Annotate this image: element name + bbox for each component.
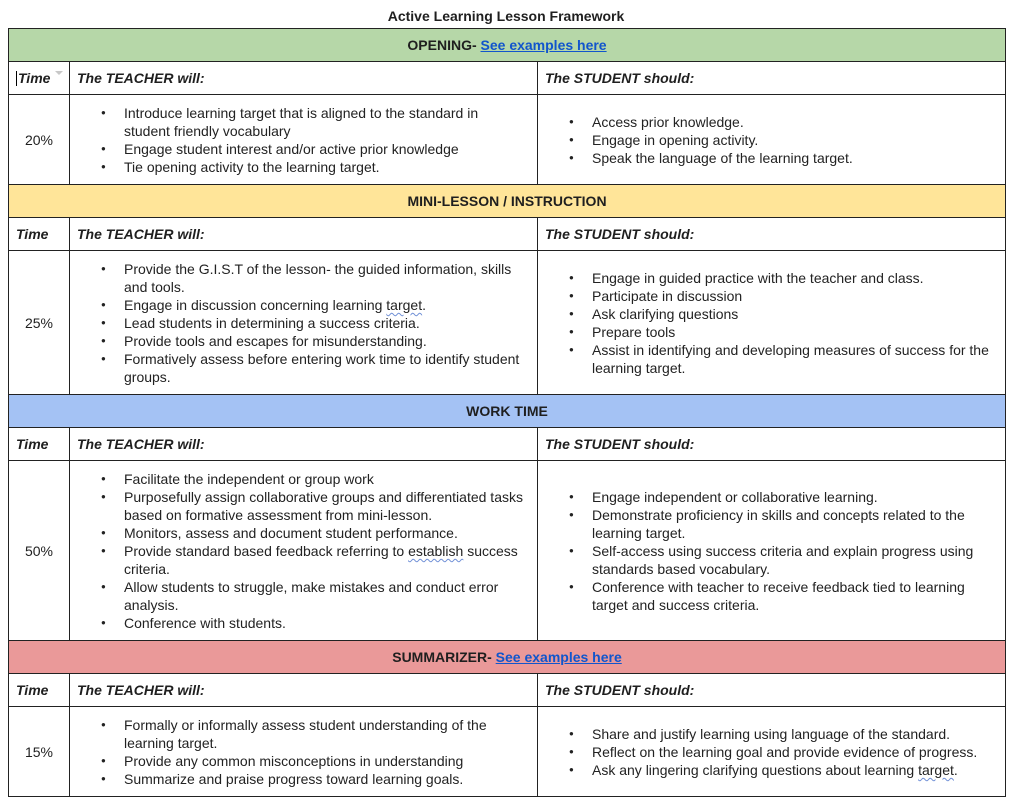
teacher-item: ● Conference with students.	[124, 614, 527, 632]
teacher-item: ● Purposefully assign collaborative groups and differentiated tasks based on formative assessment from mini-lesson.	[124, 488, 527, 524]
content-row-work-time	[9, 461, 1006, 641]
teacher-header-label: The TEACHER will:	[77, 682, 205, 698]
time-header-cell	[9, 218, 70, 251]
teacher-header-label: The TEACHER will:	[77, 226, 205, 242]
column-header-row	[9, 62, 1006, 95]
time-header-label: Time	[18, 69, 51, 86]
spellcheck-underline: target	[918, 762, 954, 778]
section-header-opening	[9, 29, 1006, 62]
teacher-item: ● Provide standard based feedback referring to establish success criteria.	[124, 542, 527, 578]
teacher-list-mini-lesson	[70, 251, 537, 394]
teacher-header-cell	[70, 428, 538, 461]
student-item: ● Conference with teacher to receive feedback tied to learning target and success criteria.	[592, 578, 995, 614]
student-item: ● Self-access using success criteria and explain progress using standards based vocabulary.	[592, 542, 995, 578]
student-header-label: The STUDENT should:	[545, 70, 695, 86]
student-list-work-time	[538, 479, 1005, 622]
teacher-item: ● Summarize and praise progress toward learning goals.	[124, 770, 527, 788]
student-header-label: The STUDENT should:	[545, 436, 695, 452]
document-title: Active Learning Lesson Framework	[387, 8, 625, 24]
section-title-work-time: WORK TIME	[466, 403, 548, 419]
teacher-cell-opening	[70, 95, 538, 185]
time-header-cell	[9, 428, 70, 461]
teacher-cell-summarizer	[70, 707, 538, 797]
teacher-item: ● Engage student interest and/or active prior knowledge	[124, 140, 527, 158]
student-item: ● Ask any lingering clarifying questions about learning target.	[592, 761, 995, 779]
teacher-item: ● Engage in discussion concerning learning target.	[124, 296, 527, 314]
time-value-mini-lesson: 25%	[9, 251, 70, 395]
content-row-summarizer	[9, 707, 1006, 797]
student-item: ● Share and justify learning using language of the standard.	[592, 725, 995, 743]
teacher-item: ● Provide tools and escapes for misunderstanding.	[124, 332, 527, 350]
column-header-row	[9, 218, 1006, 251]
section-title-mini-lesson: MINI-LESSON / INSTRUCTION	[407, 193, 607, 209]
student-item: ● Participate in discussion	[592, 287, 995, 305]
teacher-item: ● Allow students to struggle, make mistakes and conduct error analysis.	[124, 578, 527, 614]
time-value-summarizer: 15%	[9, 707, 70, 797]
teacher-cell-work-time	[70, 461, 538, 641]
teacher-header-cell	[70, 218, 538, 251]
column-header-row	[9, 428, 1006, 461]
student-item: ● Assist in identifying and developing measures of success for the learning target.	[592, 341, 995, 377]
filter-dropdown-icon[interactable]	[54, 68, 64, 78]
time-value-opening: 20%	[9, 95, 70, 185]
student-item: ● Demonstrate proficiency in skills and concepts related to the learning target.	[592, 506, 995, 542]
section-header-mini-lesson	[9, 185, 1006, 218]
teacher-item: ● Tie opening activity to the learning target.	[124, 158, 527, 176]
teacher-list-summarizer	[70, 707, 537, 796]
teacher-item: ● Provide the G.I.S.T of the lesson- the guided information, skills and tools.	[124, 260, 527, 296]
student-item: ● Engage in guided practice with the teacher and class.	[592, 269, 995, 287]
student-item: ● Reflect on the learning goal and provide evidence of progress.	[592, 743, 995, 761]
spellcheck-underline: establish	[408, 543, 464, 559]
student-header-cell	[538, 218, 1006, 251]
student-header-cell	[538, 428, 1006, 461]
section-title-opening: OPENING-	[407, 37, 477, 53]
time-header-label: Time	[16, 226, 49, 242]
student-item: ● Prepare tools	[592, 323, 995, 341]
time-header-cell	[9, 674, 70, 707]
teacher-item: ● Introduce learning target that is aligned to the standard in student friendly vocabulary	[124, 104, 527, 140]
opening-examples-link[interactable]: See examples here	[480, 37, 607, 53]
teacher-header-cell	[70, 674, 538, 707]
student-item: ● Engage in opening activity.	[592, 131, 995, 149]
student-list-opening	[538, 104, 1005, 175]
student-cell-mini-lesson	[538, 251, 1006, 395]
teacher-item: ● Provide any common misconceptions in understanding	[124, 752, 527, 770]
spellcheck-underline: target	[386, 297, 423, 313]
teacher-item: ● Facilitate the independent or group work	[124, 470, 527, 488]
student-header-cell	[538, 62, 1006, 95]
teacher-cell-mini-lesson	[70, 251, 538, 395]
text-cursor	[16, 71, 17, 86]
teacher-item: ● Formally or informally assess student understanding of the learning target.	[124, 716, 527, 752]
student-cell-summarizer	[538, 707, 1006, 797]
content-row-opening	[9, 95, 1006, 185]
teacher-header-label: The TEACHER will:	[77, 436, 205, 452]
student-header-cell	[538, 674, 1006, 707]
section-row-work-time	[9, 395, 1006, 428]
student-list-mini-lesson	[538, 260, 1005, 385]
teacher-header-cell	[70, 62, 538, 95]
section-row-summarizer	[9, 641, 1006, 674]
time-header-cell[interactable]	[9, 62, 70, 95]
time-header-label: Time	[16, 682, 49, 698]
section-row-opening	[9, 29, 1006, 62]
student-item: ● Access prior knowledge.	[592, 113, 995, 131]
student-header-label: The STUDENT should:	[545, 226, 695, 242]
teacher-item: ● Lead students in determining a success criteria.	[124, 314, 527, 332]
teacher-list-work-time	[70, 461, 537, 640]
section-header-work-time	[9, 395, 1006, 428]
student-item: ● Speak the language of the learning target.	[592, 149, 995, 167]
section-header-summarizer	[9, 641, 1006, 674]
teacher-item: ● Formatively assess before entering work time to identify student groups.	[124, 350, 527, 386]
student-item: ● Engage independent or collaborative learning.	[592, 488, 995, 506]
student-item: ● Ask clarifying questions	[592, 305, 995, 323]
section-title-summarizer: SUMMARIZER-	[392, 649, 492, 665]
time-header-label: Time	[16, 436, 49, 452]
content-row-mini-lesson	[9, 251, 1006, 395]
student-list-summarizer	[538, 716, 1005, 787]
student-cell-opening	[538, 95, 1006, 185]
student-header-label: The STUDENT should:	[545, 682, 695, 698]
teacher-item: ● Monitors, assess and document student performance.	[124, 524, 527, 542]
column-header-row	[9, 674, 1006, 707]
time-value-work-time: 50%	[9, 461, 70, 641]
lesson-framework-table	[8, 28, 1006, 797]
summarizer-examples-link[interactable]: See examples here	[495, 649, 622, 665]
teacher-list-opening	[70, 95, 537, 184]
section-row-mini-lesson	[9, 185, 1006, 218]
teacher-header-label: The TEACHER will:	[77, 70, 205, 86]
student-cell-work-time	[538, 461, 1006, 641]
